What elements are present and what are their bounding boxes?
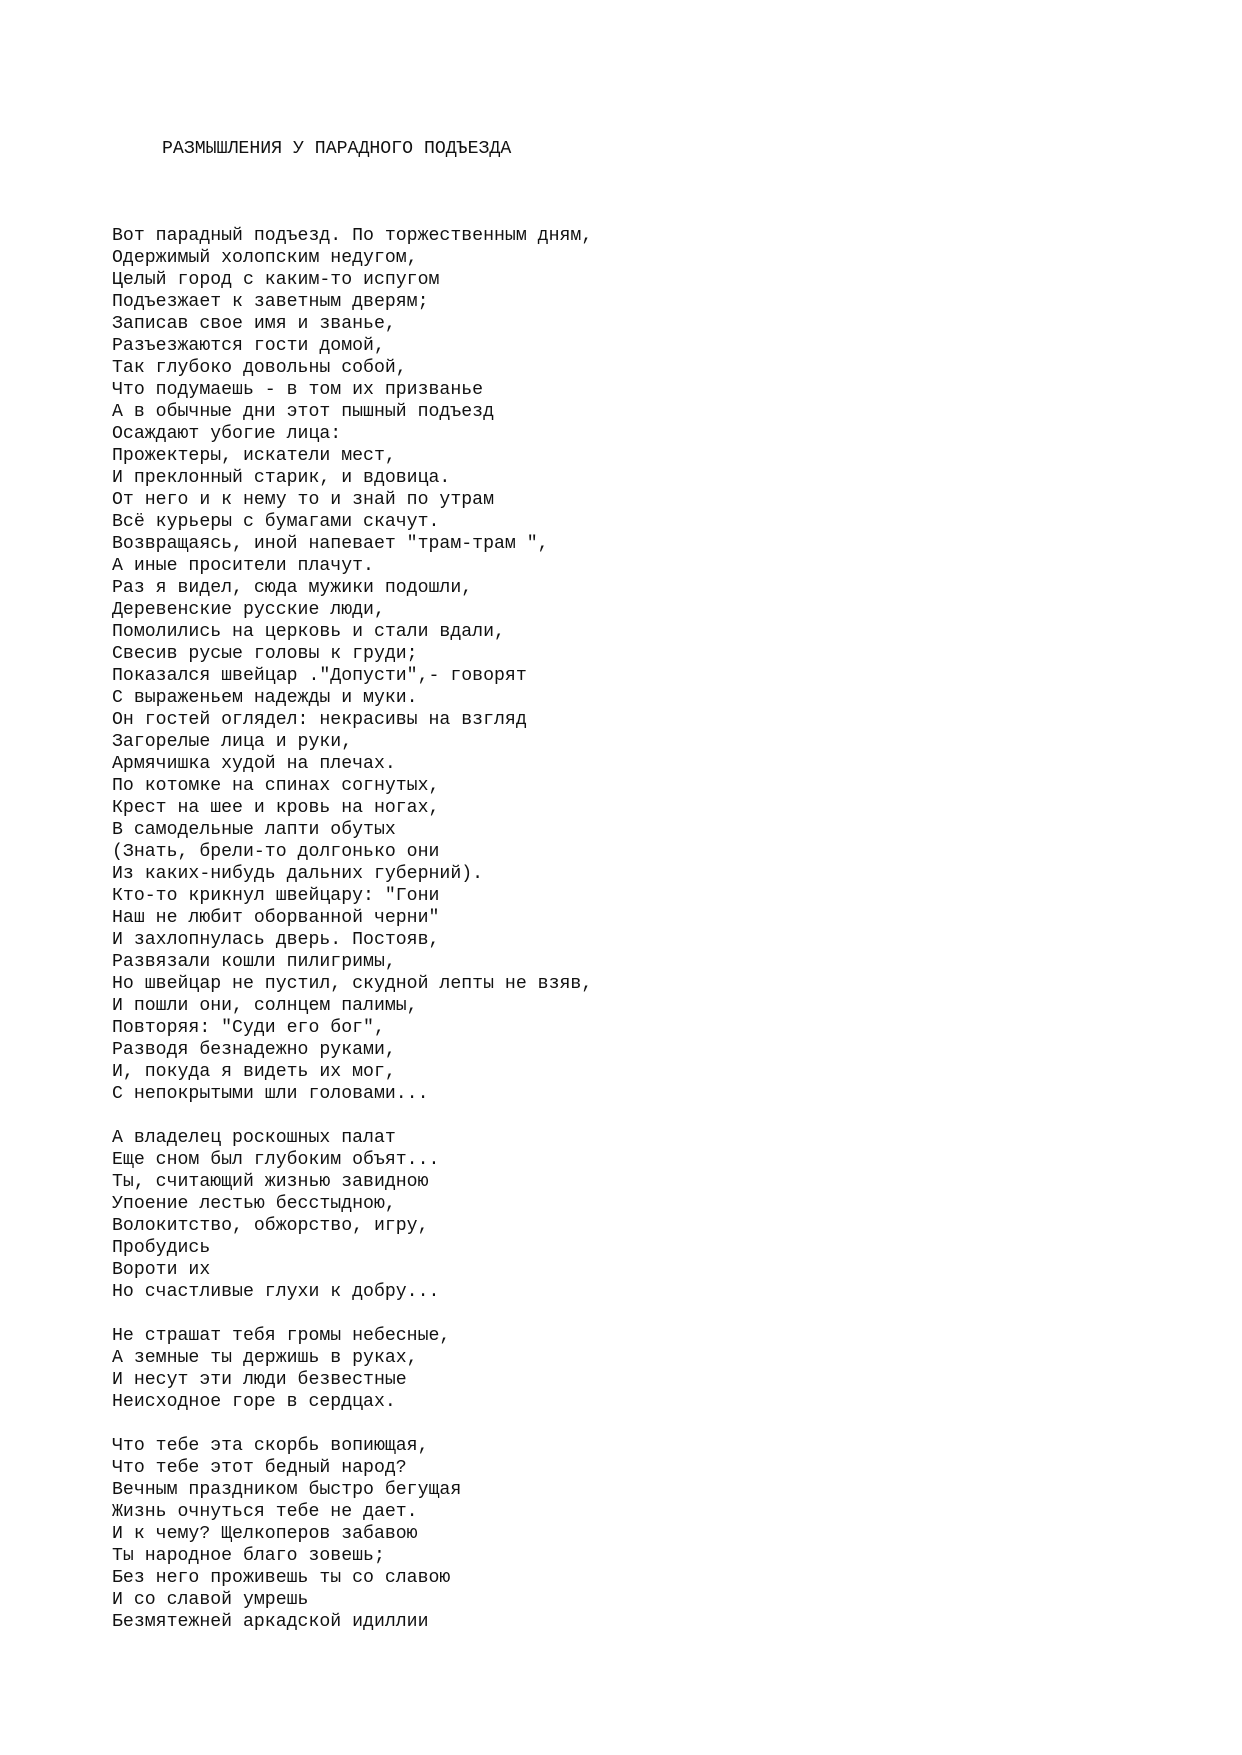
poem-line: Вот парадный подъезд. По торжественным дням, <box>112 226 593 246</box>
poem-line: А в обычные дни этот пышный подъезд <box>112 402 494 422</box>
poem-line: Из каких-нибудь дальних губерний). <box>112 864 484 884</box>
poem-line: (Знать, брели-то долгонько они <box>112 842 440 862</box>
poem-line: От него и к нему то и знай по утрам <box>112 490 494 510</box>
poem-line: Раз я видел, сюда мужики подошли, <box>112 578 473 598</box>
poem-line: И пошли они, солнцем палимы, <box>112 996 418 1016</box>
poem-line: Всё курьеры с бумагами скачут. <box>112 512 440 532</box>
poem-line: Крест на шее и кровь на ногах, <box>112 798 440 818</box>
poem-line: Что подумаешь - в том их призванье <box>112 380 484 400</box>
stanza-4 <box>112 1435 1162 1633</box>
poem-line: Без него проживешь ты со славою <box>112 1568 451 1588</box>
poem-line: Упоение лестью бесстыдною, <box>112 1194 396 1214</box>
poem-line: Возвращаясь, иной напевает "трам-трам ", <box>112 534 549 554</box>
poem-line: Он гостей оглядел: некрасивы на взгляд <box>112 710 527 730</box>
poem-line: Развязали кошли пилигримы, <box>112 952 396 972</box>
poem-line: Не страшат тебя громы небесные, <box>112 1326 451 1346</box>
poem-line: Свесив русые головы к груди; <box>112 644 418 664</box>
poem-line: Помолились на церковь и стали вдали, <box>112 622 505 642</box>
poem-line: Армячишка худой на плечах. <box>112 754 396 774</box>
poem-body <box>112 225 1162 1655</box>
poem-title: РАЗМЫШЛЕНИЯ У ПАРАДНОГО ПОДЪЕЗДА <box>162 139 512 159</box>
stanza-1 <box>112 225 1162 1105</box>
poem-line: По котомке на спинах согнутых, <box>112 776 440 796</box>
poem-line: Вечным праздником быстро бегущая <box>112 1480 462 1500</box>
poem-line: Показался швейцар ."Допусти",- говорят <box>112 666 527 686</box>
poem-line: Вороти их <box>112 1260 211 1280</box>
poem-line: Еще сном был глубоким объят... <box>112 1150 440 1170</box>
stanza-2 <box>112 1127 1162 1303</box>
poem-line: Одержимый холопским недугом, <box>112 248 418 268</box>
poem-line: Что тебе этот бедный народ? <box>112 1458 407 1478</box>
poem-line: Так глубоко довольны собой, <box>112 358 407 378</box>
poem-line: Наш не любит оборванной черни" <box>112 908 440 928</box>
poem-line: И захлопнулась дверь. Постояв, <box>112 930 440 950</box>
poem-line: Осаждают убогие лица: <box>112 424 342 444</box>
poem-line: А иные просители плачут. <box>112 556 374 576</box>
poem-line: Что тебе эта скорбь вопиющая, <box>112 1436 429 1456</box>
poem-line: Подъезжает к заветным дверям; <box>112 292 429 312</box>
poem-line: С непокрытыми шли головами... <box>112 1084 429 1104</box>
poem-line: Волокитство, обжорство, игру, <box>112 1216 429 1236</box>
poem-line: Загорелые лица и руки, <box>112 732 353 752</box>
poem-line: Жизнь очнуться тебе не дает. <box>112 1502 418 1522</box>
poem-line: А владелец роскошных палат <box>112 1128 396 1148</box>
poem-line: Записав свое имя и званье, <box>112 314 396 334</box>
poem-line: Ты народное благо зовешь; <box>112 1546 385 1566</box>
poem-line: И к чему? Щелкоперов забавою <box>112 1524 418 1544</box>
poem-line: С выраженьем надежды и муки. <box>112 688 418 708</box>
poem-line: Кто-то крикнул швейцару: "Гони <box>112 886 440 906</box>
poem-line: Разъезжаются гости домой, <box>112 336 385 356</box>
poem-line: Пробудись <box>112 1238 211 1258</box>
poem-line: Безмятежней аркадской идиллии <box>112 1612 429 1632</box>
poem-line: И, покуда я видеть их мог, <box>112 1062 396 1082</box>
poem-line: А земные ты держишь в руках, <box>112 1348 418 1368</box>
poem-line: Ты, считающий жизнью завидною <box>112 1172 429 1192</box>
poem-line: Но швейцар не пустил, скудной лепты не взяв, <box>112 974 593 994</box>
poem-line: И несут эти люди безвестные <box>112 1370 407 1390</box>
poem-line: И со славой умрешь <box>112 1590 309 1610</box>
stanza-3 <box>112 1325 1162 1413</box>
poem-line: Повторяя: "Суди его бог", <box>112 1018 385 1038</box>
poem-line: Прожектеры, искатели мест, <box>112 446 396 466</box>
poem-line: Целый город с каким-то испугом <box>112 270 440 290</box>
poem-line: Но счастливые глухи к добру... <box>112 1282 440 1302</box>
poem-line: Неисходное горе в сердцах. <box>112 1392 396 1412</box>
poem-line: Деревенские русские люди, <box>112 600 385 620</box>
poem-line: В самодельные лапти обутых <box>112 820 396 840</box>
poem-line: Разводя безнадежно руками, <box>112 1040 396 1060</box>
poem-line: И преклонный старик, и вдовица. <box>112 468 451 488</box>
